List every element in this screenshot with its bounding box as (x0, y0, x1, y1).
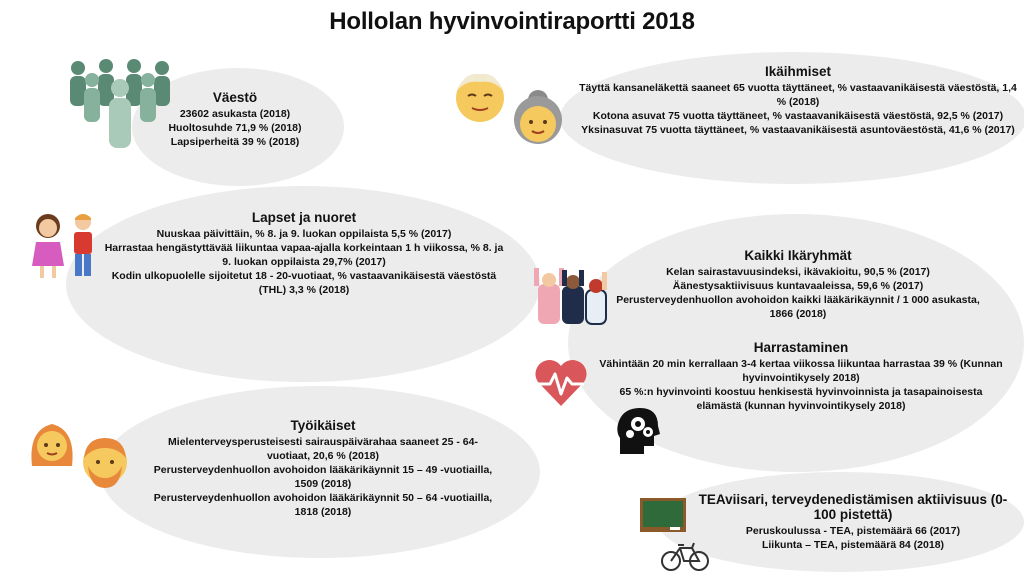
harrastaminen-line: 65 %:n hyvinvointi koostuu henkisestä hyvinvoinnista ja tasapainoisesta elämästä (kunnan hyvinvointikysely 2018) (619, 386, 983, 412)
kaikki-heading: Kaikki Ikäryhmät (744, 248, 852, 263)
kaikki-line: Äänestysaktiivisuus kuntavaaleissa, 59,6 % (2017) (672, 280, 924, 292)
vaesto-line: 23602 asukasta (2018) (179, 108, 291, 120)
tea-section (690, 492, 1016, 552)
harrastaminen-line: Vähintään 20 min kerrallaan 3-4 kertaa viikossa liikuntaa harrastaa 39 % (Kunnan hyvinvointikysely 2018) (599, 358, 1003, 384)
ikaihmiset-line: Kotona asuvat 75 vuotta täyttäneet, % vastaavanikäisestä väestöstä, 92,5 % (2017) (592, 110, 1004, 122)
tyoikaiset-heading: Työikäiset (290, 418, 356, 433)
children-icon (28, 210, 98, 282)
vaesto-line: Lapsiperheitä 39 % (2018) (170, 136, 300, 148)
tyoikaiset-line: Perusterveydenhuollon avohoidon lääkärikäynnit 15 – 49 -vuotiailla, 1509 (2018) (153, 464, 493, 490)
crowd-cheering-icon (532, 264, 610, 326)
lapset-heading: Lapset ja nuoret (251, 210, 357, 225)
lapset-line: Nuuskaa päivittäin, % 8. ja 9. luokan oppilaista 5,5 % (2017) (156, 228, 452, 240)
vaesto-heading: Väestö (212, 90, 258, 105)
elderly-man-icon (454, 70, 506, 126)
man-face-icon (80, 434, 130, 490)
kaikki-section (610, 248, 986, 321)
tea-line: Liikunta – TEA, pistemäärä 84 (2018) (761, 539, 945, 551)
lapset-line: Kodin ulkopuolelle sijoitetut 18 - 20-vuotiaat, % vastaavanikäisestä väestöstä (THL) 3,3 % (2018) (111, 270, 497, 296)
ikaihmiset-line: Täyttä kansaneläkettä saaneet 65 vuotta täyttäneet, % vastaavanikäisestä väestöstä, 1,4 % (2018) (579, 82, 1017, 108)
lapset-section (104, 210, 504, 297)
tyoikaiset-line: Perusterveydenhuollon avohoidon lääkärikäynnit 50 – 64 -vuotiailla, 1818 (2018) (153, 492, 493, 518)
vaesto-section (150, 90, 320, 149)
chalkboard-icon (640, 498, 686, 532)
harrastaminen-heading: Harrastaminen (753, 340, 849, 355)
lapset-line: Harrastaa hengästyttävää liikuntaa vapaa-ajalla korkeintaan 1 h viikossa, % 8. ja 9. luokan oppilaista 29,7% (2017) (104, 242, 504, 268)
harrastaminen-section (596, 340, 1006, 413)
vaesto-line: Huoltosuhde 71,9 % (2018) (168, 122, 302, 134)
ikaihmiset-line: Yksinasuvat 75 vuotta täyttäneet, % vastaavanikäisestä asuntoväestöstä, 41,6 % (2017) (581, 124, 1015, 136)
ikaihmiset-heading: Ikäihmiset (764, 64, 832, 79)
page-title: Hollolan hyvinvointiraportti 2018 (329, 8, 695, 35)
tea-heading: TEAviisari, terveydenedistämisen aktiivisuus (0-100 pistettä) (698, 492, 1008, 522)
heart-pulse-icon (532, 358, 590, 408)
tyoikaiset-section (148, 418, 498, 519)
kaikki-line: Kelan sairastavuusindeksi, ikävakioitu, 90,5 % (2017) (666, 266, 930, 278)
woman-face-icon (28, 420, 76, 470)
tea-line: Peruskoulussa - TEA, pistemäärä 66 (2017) (745, 525, 961, 537)
elderly-woman-icon (510, 86, 566, 146)
ikaihmiset-section (578, 64, 1018, 137)
tyoikaiset-line: Mielenterveysperusteisesti sairauspäivärahaa saaneet 25 - 64-vuotiaat, 20,6 % (2018) (168, 436, 478, 462)
kaikki-line: Perusterveydenhuollon avohoidon kaikki lääkärikäynnit / 1 000 asukasta, 1866 (2018) (616, 294, 980, 320)
